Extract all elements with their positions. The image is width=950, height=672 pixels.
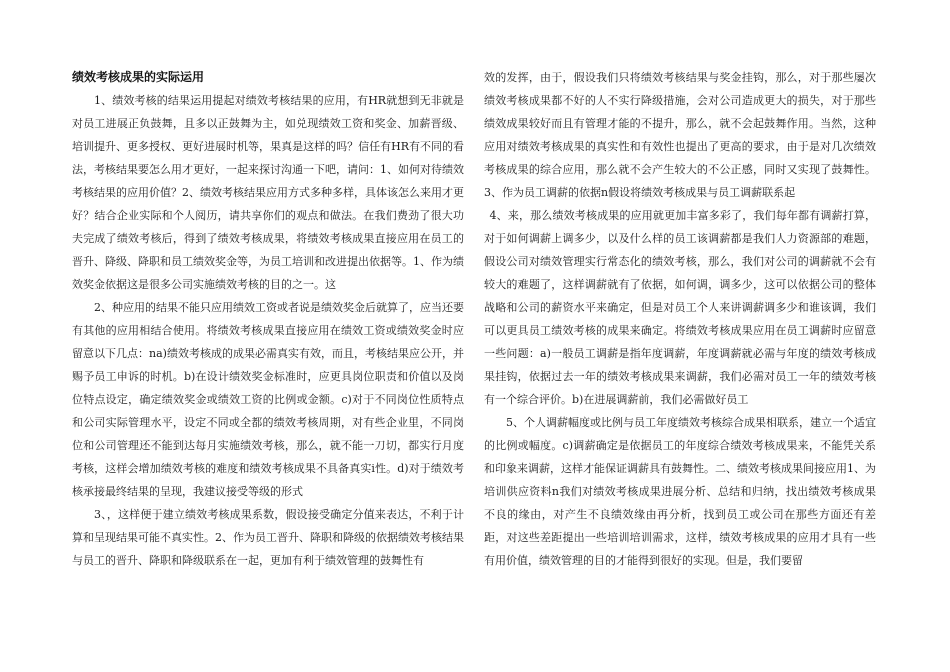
paragraph: 4、来，那么绩效考核成果的应用就更加丰富多彩了，我们每年都有调薪打算，对于如何调薪上调多少，以及什么样的员工该调薪都是我们人力资源部的难题，假设公司对绩效管理实行常态化的绩效考核，那么，我们对公司的调薪就不会有较大的难题了，这样调薪就有了依据，如何调，调多少，这可以依据公司的整体战略和公司的薪资水平来确定，但是对员工个人来讲调薪调多少和谁该调，我们可以更具员工绩效考核的成果来确定。将绩效考核成果应用在员工调薪时应留意一些问题：a)一般员工调薪是指年度调薪，年度调薪就必需与年度的绩效考核成果挂钩，依据过去一年的绩效考核成果来调薪，我们必需对员工一年的绩效考核有一个综合评价。b)在进展调薪前，我们必需做好员工 <box>484 209 876 406</box>
paragraph: 5、个人调薪幅度或比例与员工年度绩效考核综合成果相联系，建立一个适宜的比例或幅度。c)调薪确定是依据员工的年度综合绩效考核成果来，不能凭关系和印象来调薪，这样才能保证调薪具有鼓舞性。二、绩效考核成果间接应用1、为培训供应资料n我们对绩效考核成果进展分析、总结和归纳，找出绩效考核成果不良的缘由，对产生不良绩效缘由再分析，找到员工或公司在那些方面还有差距，对这些差距提出一些培训培训需求，这样，绩效考核成果的应用才具有一些有用价值，绩效管理的目的才能得到很好的实现。但是，我们要留 <box>484 416 876 567</box>
paragraph: 2、种应用的结果不能只应用绩效工资或者说是绩效奖金后就算了，应当还要有其他的应用相结合使用。将绩效考核成果直接应用在绩效工资或绩效奖金时应留意以下几点：na)绩效考核成的成果必需真实有效，而且，考核结果应公开，并赐予员工申诉的时机。b)在设计绩效奖金标准时，应更具岗位职责和价值以及岗位特点设定，确定绩效奖金或绩效工资的比例或金额。c)对于不同岗位性质特点和公司实际管理水平，设定不同或全都的绩效考核周期，对有些企业里，不同岗位和公司管理还不能到达每月实施绩效考核，那么，就不能一刀切，都实行月度考核，这样会增加绩效考核的难度和绩效考核成果不具备真实i性。d)对于绩效考核承接最终结果的呈现，我建议接受等级的形式 <box>72 301 464 498</box>
left-column <box>72 66 464 572</box>
paragraph: 3、，这样便于建立绩效考核成果系数，假设接受确定分值来表达，不利于计算和呈现结果可能不真实性。2、作为员工晋升、降职和降级的依据绩效考核结果与员工的晋升、降职和降级联系在一起，更加有利于绩效管理的鼓舞性有 <box>72 508 464 567</box>
paragraph: 效的发挥，由于，假设我们只将绩效考核结果与奖金挂钩，那么，对于那些屡次绩效考核成果都不好的人不实行降级措施，会对公司造成更大的损失，对于那些绩效成果较好而且有管理才能的不提升，那么，就不会起鼓舞作用。当然，这种应用对绩效考核成果的真实性和有效性也提出了更高的要求，由于是对几次绩效考核成果的综合应用，那么就不会产生较大的不公正感，同时又实现了鼓舞性。3、作为员工调薪的依据n假设将绩效考核成果与员工调薪联系起 <box>484 71 876 199</box>
right-column <box>484 66 876 572</box>
document-title: 绩效考核成果的实际运用 <box>72 70 205 84</box>
paragraph: 1、绩效考核的结果运用提起对绩效考核结果的应用，有HR就想到无非就是对员工进展正负鼓舞，且多以正鼓舞为主，如兑现绩效工资和奖金、加薪晋级、培训提升、更多授权、更好进展时机等，果真是这样的吗？信任有HR有不同的看法，考核结果要怎么用才更好，一起来探讨沟通一下吧，请问：1、如何对待绩效考核结果的应用价值？2、绩效考核结果应用方式多种多样，具体该怎么来用才更好？结合企业实际和个人阅历，请共享你们的观点和做法。在我们费劲了很大功夫完成了绩效考核后，得到了绩效考核成果，将绩效考核成果直接应用在员工的晋升、降级、降职和员工绩效奖金等，为员工培训和改进提出依据等。1、作为绩效奖金依据这是很多公司实施绩效考核的目的之一。这 <box>72 94 464 291</box>
